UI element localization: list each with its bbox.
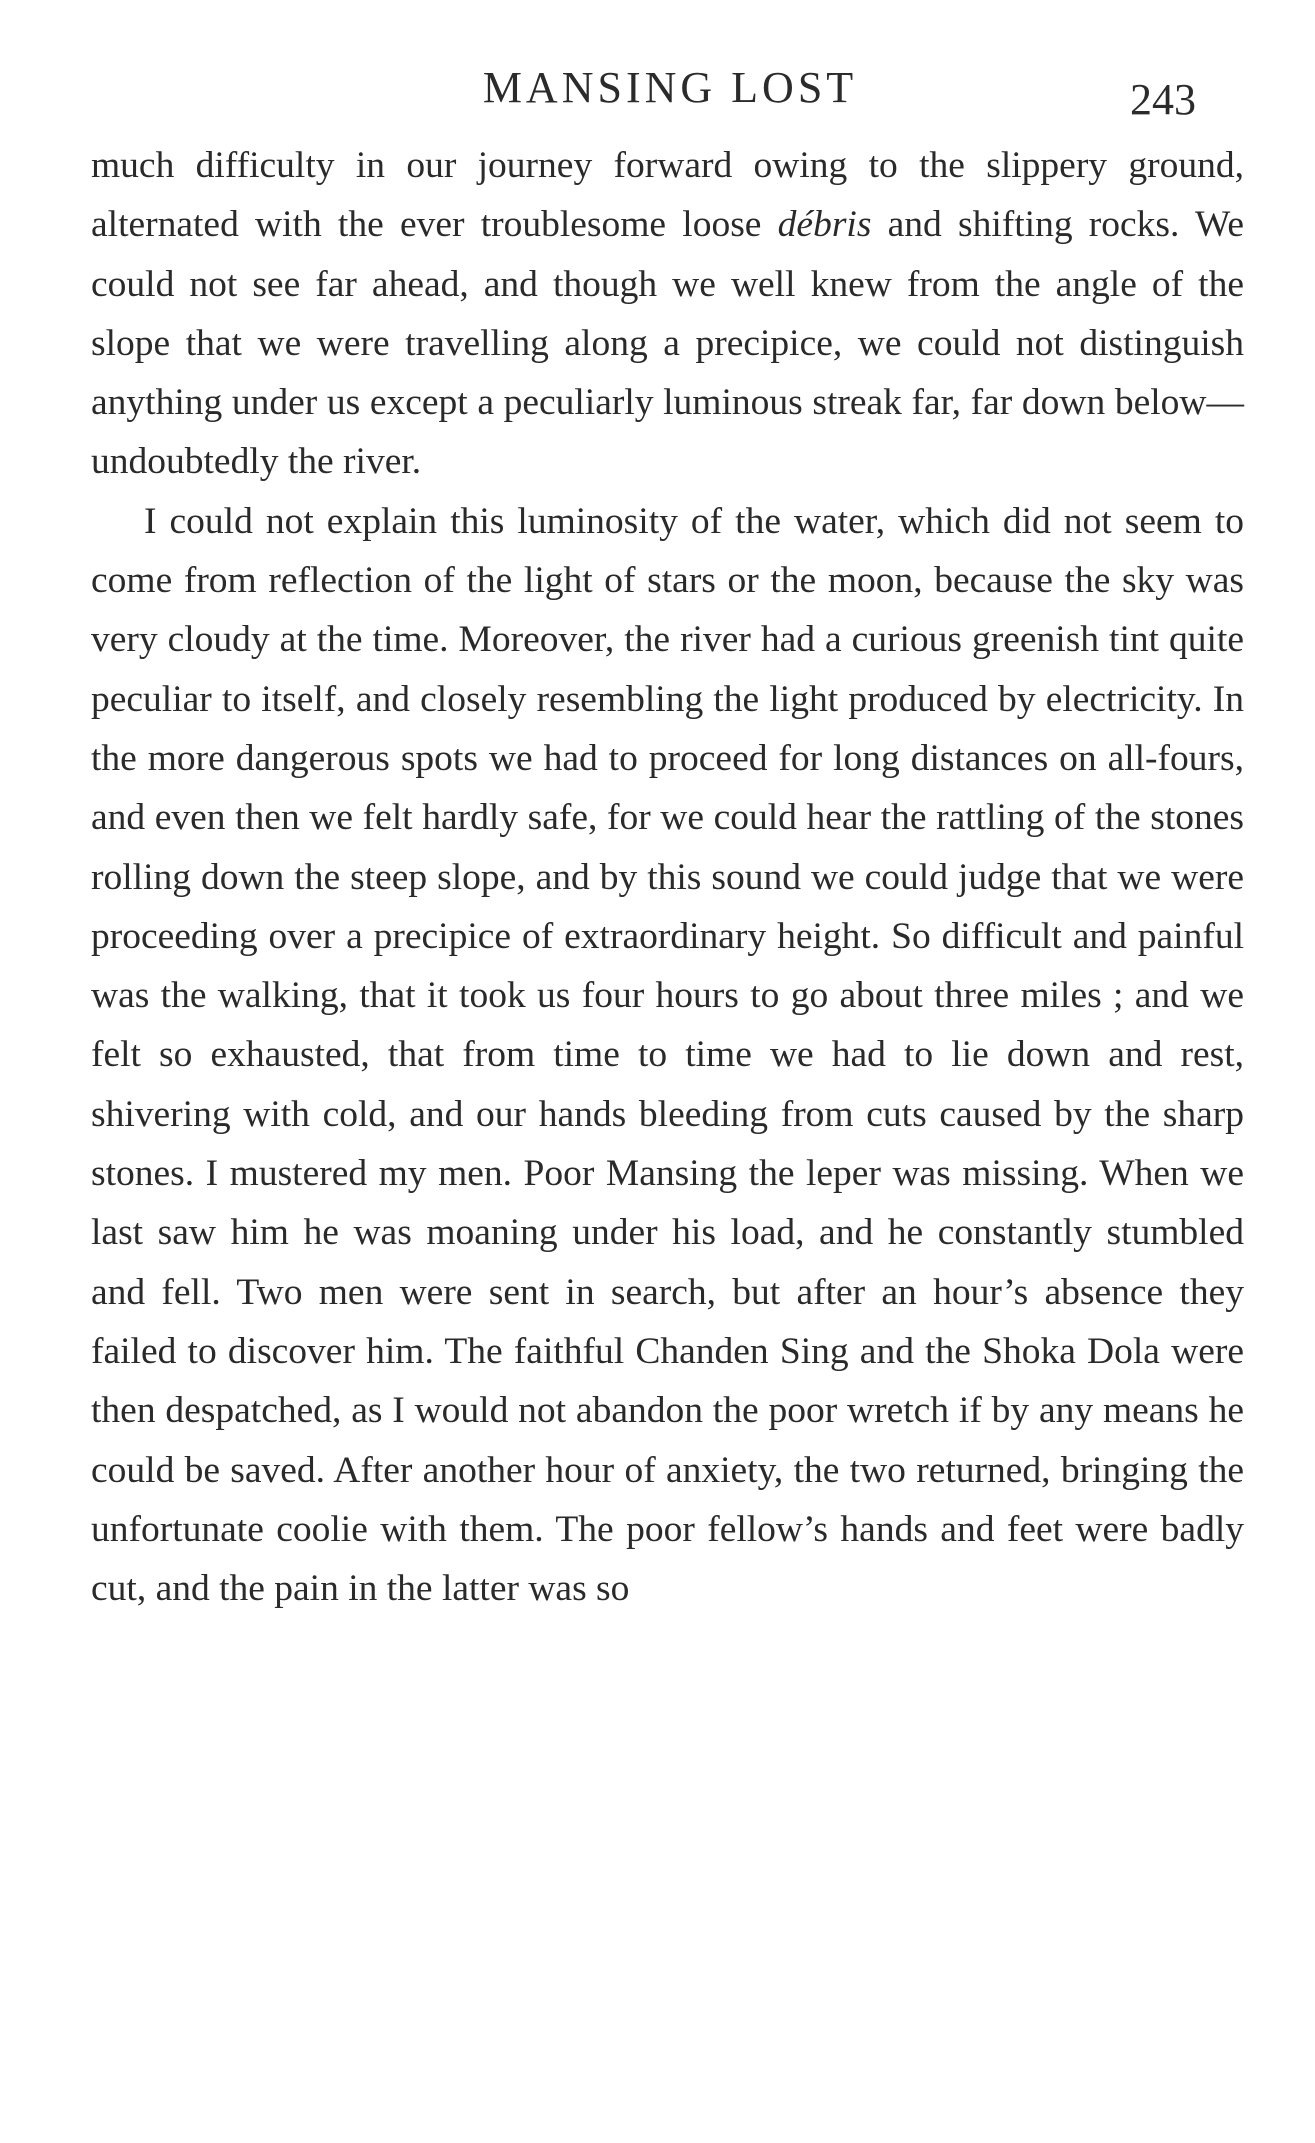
paragraph-1-text-b: and shifting rocks. We could not see far ahead, and though we well knew from the angle of the slope that we were travelling along a precipice, we could not distinguish anything under us except a peculiarly luminous streak far, far down below—undoubtedly the river.: [91, 204, 1244, 483]
chapter-running-title: MANSING LOST: [482, 63, 858, 112]
body-text: [91, 136, 1244, 1618]
paragraph-2: I could not explain this luminosity of the water, which did not seem to come from reflection of the light of stars or the moon, because the sky was very cloudy at the time. Moreover, the river had a curious greenish tint quite peculiar to itself, and closely resembling the light produced by electricity. In the more dangerous spots we had to proceed for long distances on all-fours, and even then we felt hardly safe, for we could hear the rattling of the stones rolling down the steep slope, and by this sound we could judge that we were proceeding over a precipice of extraordinary height. So difficult and painful was the walking, that it took us four hours to go about three miles ; and we felt so exhausted, that from time to time we had to lie down and rest, shivering with cold, and our hands bleeding from cuts caused by the sharp stones. I mustered my men. Poor Mansing the leper was missing. When we last saw him he was moaning under his load, and he constantly stumbled and fell. Two men were sent in search, but after an hour’s absence they failed to discover him. The faithful Chanden Sing and the Shoka Dola were then despatched, as I would not abandon the poor wretch if by any means he could be saved. After another hour of anxiety, the two returned, bringing the unfortunate coolie with them. The poor fellow’s hands and feet were badly cut, and the pain in the latter was so: [91, 500, 1244, 1610]
paragraph-continued: [91, 136, 1244, 492]
running-head: [0, 62, 1315, 122]
page-number: 243: [1130, 75, 1196, 124]
paragraph-1-text-a: much difficulty in our journey forward owing to the slippery ground, alternated with the ever troublesome loose: [91, 145, 1244, 246]
italic-term: débris: [777, 204, 872, 246]
